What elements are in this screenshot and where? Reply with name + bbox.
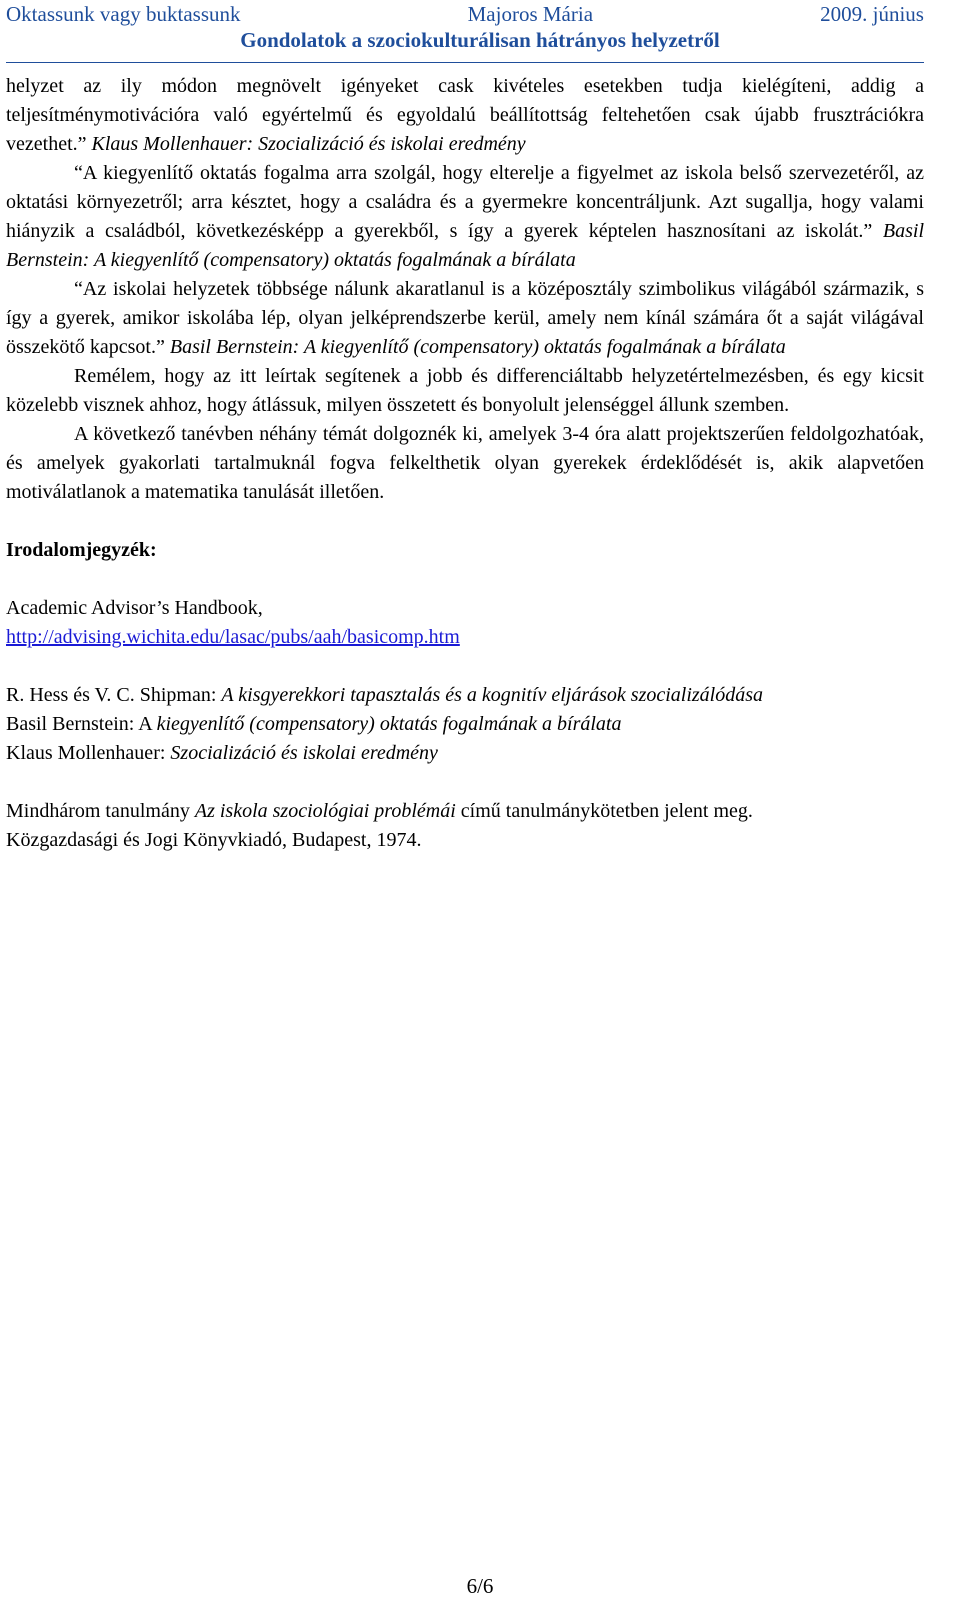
bib-entry-4-title: Szocializáció és iskolai eredmény <box>170 742 438 764</box>
header-left-title: Oktassunk vagy buktassunk <box>6 1 241 26</box>
spacer <box>6 565 924 594</box>
bib-note-pre: Mindhárom tanulmány <box>6 800 195 822</box>
header-divider <box>6 62 924 63</box>
bib-entry-4-author: Klaus Mollenhauer: <box>6 742 171 764</box>
paragraph-1-text: helyzet az ily módon megnövelt igényeket cask kivételes esetekben tudja kielégíteni, addig a teljesítménymotivációra való egyértelmű és egyoldalú beállítottság feltehetően csak újabb frusztrációkra vezethet.” <box>6 75 924 155</box>
spacer <box>6 768 924 797</box>
bib-entry-2 <box>6 681 906 710</box>
paragraph-2-text: “A kiegyenlítő oktatás fogalma arra szolgál, hogy elterelje a figyelmet az iskola belső szervezetéről, az oktatási környezetről; arra késztet, hogy a családra és a gyermekre koncentráljunk. Azt sugallja, hogy valami hiányzik a családból, következésképp a gyerekből, s így a gyerek képtelen hasznosítani az iskolát.” <box>6 162 924 242</box>
spacer <box>6 652 924 681</box>
document-body <box>6 72 924 855</box>
paragraph-1-citation: Klaus Mollenhauer: Szocializáció és iskolai eredmény <box>91 133 526 155</box>
bibliography-heading: Irodalomjegyzék: <box>6 539 157 561</box>
bib-entry-4 <box>6 739 924 768</box>
bib-entry-3-title: kiegyenlítő (compensatory) oktatás fogalmának a bírálata <box>156 713 622 735</box>
bib-note <box>6 797 924 826</box>
header-date: 2009. június <box>820 1 924 26</box>
bib-entry-1-title: Academic Advisor’s Handbook, <box>6 597 263 619</box>
bib-entry-3 <box>6 710 924 739</box>
paragraph-3 <box>6 275 924 362</box>
bib-entry-3-author: Basil Bernstein: A <box>6 713 157 735</box>
header-subtitle: Gondolatok a szociokulturálisan hátrányos helyzetről <box>240 28 720 52</box>
bib-entry-2-authors: R. Hess és V. C. Shipman: <box>6 684 222 706</box>
header-author: Majoros Mária <box>467 1 594 26</box>
page-number: 6/6 <box>466 1574 494 1598</box>
paragraph-2 <box>6 159 924 275</box>
bib-note-post: című tanulmánykötetben jelent meg. <box>455 800 753 822</box>
bib-entry-2-title: A kisgyerekkori tapasztalás és a kognitív eljárások szocializálódása <box>221 684 764 706</box>
spacer <box>6 507 924 536</box>
paragraph-2-citation: Basil Bernstein: A kiegyenlítő (compensatory) oktatás fogalmának a bírálata <box>6 220 925 271</box>
running-header <box>6 0 924 28</box>
paragraph-4: Remélem, hogy az itt leírtak segítenek a jobb és differenciáltabb helyzetértelmezésben, és egy kicsit közelebb visznek ahhoz, hogy átlássuk, milyen összetett és bonyolult jelenséggel állunk szemben. <box>6 365 924 416</box>
bib-publisher: Közgazdasági és Jogi Könyvkiadó, Budapest, 1974. <box>6 829 422 851</box>
paragraph-3-citation: Basil Bernstein: A kiegyenlítő (compensatory) oktatás fogalmának a bírálata <box>169 336 786 358</box>
paragraph-1 <box>6 72 924 159</box>
paragraph-3-text: “Az iskolai helyzetek többsége nálunk akaratlanul is a középosztály szimbolikus világából származik, s így a gyerek, amikor iskolába lép, olyan jelképrendszerbe kerül, amely nem kínál számára őt a saját világával összekötő kapcsot.” <box>6 278 924 358</box>
bib-entry-1-link[interactable]: http://advising.wichita.edu/lasac/pubs/aah/basicomp.htm <box>6 626 460 648</box>
bib-note-title: Az iskola szociológiai problémái <box>194 800 456 822</box>
paragraph-5: A következő tanévben néhány témát dolgoznék ki, amelyek 3-4 óra alatt projektszerűen feldolgozhatóak, és amelyek gyakorlati tartalmuknál fogva felkelthetik olyan gyerekek érdeklődését is, akik alapvetően motiválatlanok a matematika tanulását illetően. <box>6 423 924 503</box>
bib-entry-1-link-line <box>6 623 924 652</box>
